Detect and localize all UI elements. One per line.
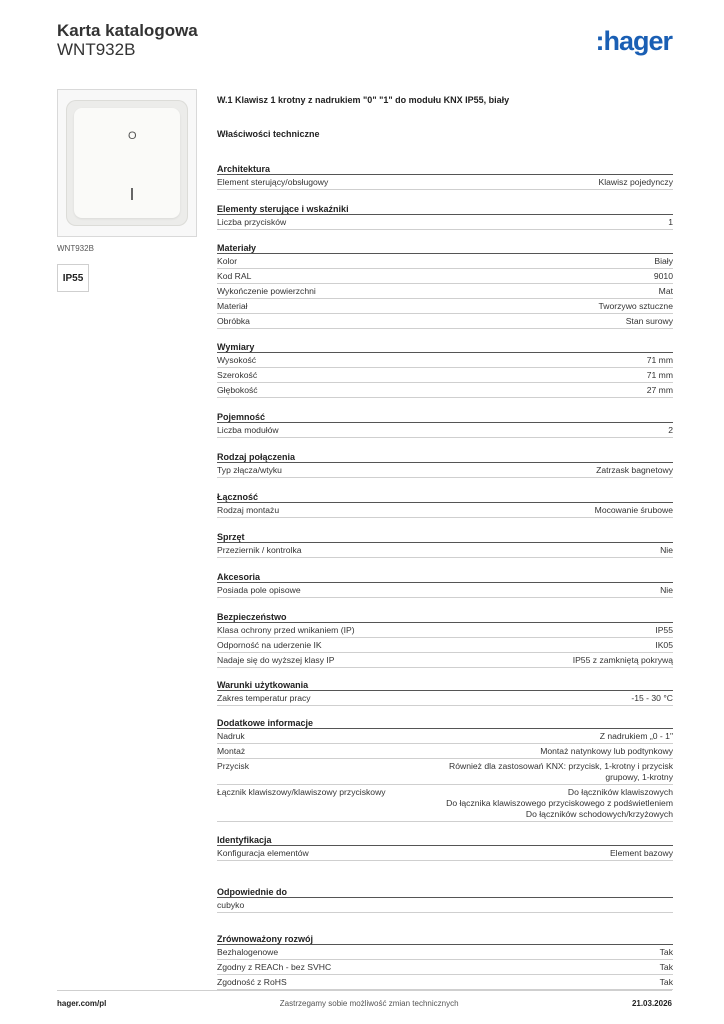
spec-row [217,463,673,478]
spec-row [217,975,673,990]
properties-heading: Właściwości techniczne [217,129,320,139]
spec-row [217,729,673,744]
spec-label: Zakres temperatur pracy [217,693,311,703]
spec-value: 2 [668,425,673,435]
spec-value: Również dla zastosowań KNX: przycisk, 1-krotny i przycisk grupowy, 1-krotny [449,761,673,782]
on-symbol-icon [131,188,133,200]
spec-value: Nie [660,545,673,555]
spec-label: Wysokość [217,355,257,365]
spec-label: Nadruk [217,731,245,741]
spec-row [217,623,673,638]
spec-value: Zatrzask bagnetowy [596,465,673,475]
product-image [57,89,197,237]
spec-row [217,898,673,913]
spec-label: Materiał [217,301,248,311]
footer-date: 21.03.2026 [631,999,672,1008]
spec-section [217,933,673,990]
spec-value: Tak [659,947,673,957]
spec-section [217,834,673,861]
spec-row [217,945,673,960]
spec-row [217,175,673,190]
spec-label: Rodzaj montażu [217,505,280,515]
spec-row [217,299,673,314]
spec-value: -15 - 30 °C [631,693,673,703]
spec-value: Biały [654,256,673,266]
spec-section [217,679,673,706]
page-footer [57,990,672,1008]
section-title: Zrównoważony rozwój [217,933,673,945]
spec-value: 27 mm [646,385,673,395]
spec-label: Przeziernik / kontrolka [217,545,302,555]
spec-row [217,846,673,861]
spec-section [217,531,673,558]
spec-label: Łącznik klawiszowy/klawiszowy przyciskowy [217,787,386,797]
spec-value: Montaż natynkowy lub podtynkowy [540,746,673,756]
spec-row [217,960,673,975]
spec-value: 1 [668,217,673,227]
section-title: Odpowiednie do [217,886,673,898]
spec-value: Z nadrukiem „0 - 1" [599,731,673,741]
spec-row [217,269,673,284]
spec-label: Nadaje się do wyższej klasy IP [217,655,335,665]
section-title: Pojemność [217,411,673,423]
spec-value: 71 mm [646,370,673,380]
spec-row [217,368,673,383]
spec-value: IK05 [655,640,673,650]
spec-value: IP55 z zamkniętą pokrywą [572,655,673,665]
spec-label: Element sterujący/obsługowy [217,177,329,187]
section-title: Identyfikacja [217,834,673,846]
spec-value: Tak [659,962,673,972]
spec-label: Zgodny z REACh - bez SVHC [217,962,332,972]
spec-row [217,383,673,398]
spec-row [217,353,673,368]
spec-section [217,611,673,668]
spec-section [217,491,673,518]
spec-label: Kolor [217,256,238,266]
spec-value: Element bazowy [609,848,673,858]
spec-value: IP55 [655,625,673,635]
off-symbol: O [128,130,137,142]
spec-label: Wykończenie powierzchni [217,286,316,296]
spec-label: Bezhalogenowe [217,947,279,957]
spec-value: Mocowanie śrubowe [594,505,673,515]
spec-label: Liczba modułów [217,425,279,435]
spec-row [217,691,673,706]
spec-row [217,314,673,329]
spec-label: Klasa ochrony przed wnikaniem (IP) [217,625,355,635]
spec-label: Montaż [217,746,246,756]
spec-section [217,451,673,478]
spec-value: 9010 [653,271,673,281]
ip-rating-badge: IP55 [57,264,89,292]
spec-value: Stan surowy [625,316,673,326]
spec-label: Zgodność z RoHS [217,977,287,987]
document-title: Karta katalogowa [57,21,198,40]
spec-section [217,203,673,230]
section-title: Wymiary [217,341,673,353]
spec-section [217,717,673,822]
spec-label: cubyko [217,900,245,910]
spec-row [217,759,673,785]
spec-label: Obróbka [217,316,250,326]
spec-label: Posiada pole opisowe [217,585,301,595]
spec-section [217,341,673,398]
section-title: Warunki użytkowania [217,679,673,691]
spec-label: Typ złącza/wtyku [217,465,282,475]
spec-label: Szerokość [217,370,258,380]
spec-row [217,215,673,230]
spec-row [217,583,673,598]
section-title: Architektura [217,163,673,175]
section-title: Łączność [217,491,673,503]
spec-row [217,744,673,759]
footer-website[interactable]: hager.com/pl [57,999,107,1008]
spec-section [217,571,673,598]
image-caption: WNT932B [57,244,94,253]
product-heading: W.1 Klawisz 1 krotny z nadrukiem "0" "1" do modułu KNX IP55, biały [217,95,510,105]
product-image-column [57,89,197,292]
spec-value: Tak [659,977,673,987]
spec-row [217,653,673,668]
section-title: Bezpieczeństwo [217,611,673,623]
spec-value: Tworzywo sztuczne [598,301,673,311]
product-code: WNT932B [57,40,136,59]
spec-value: Klawisz pojedynczy [598,177,673,187]
spec-label: Przycisk [217,761,249,771]
spec-row [217,543,673,558]
spec-row [217,254,673,269]
spec-label: Odporność na uderzenie IK [217,640,322,650]
section-title: Sprzęt [217,531,673,543]
section-title: Elementy sterujące i wskaźniki [217,203,673,215]
hager-logo: :hager [595,26,672,56]
spec-row [217,503,673,518]
section-title: Materiały [217,242,673,254]
footer-notice: Zastrzegamy sobie możliwość zmian technicznych [279,999,459,1008]
spec-section [217,242,673,329]
spec-row [217,423,673,438]
section-title: Akcesoria [217,571,673,583]
switch-rocker [74,108,180,218]
spec-label: Konfiguracja elementów [217,848,309,858]
spec-section [217,411,673,438]
spec-row [217,638,673,653]
spec-value: 71 mm [646,355,673,365]
spec-section [217,886,673,913]
spec-main [217,95,673,990]
spec-sections [217,163,673,990]
spec-value: Do łączników klawiszowych Do łącznika klawiszowego przyciskowego z podświetleniem Do łączników schodowych/krzyżowych [446,787,673,819]
spec-label: Liczba przycisków [217,217,287,227]
spec-label: Kod RAL [217,271,252,281]
spec-section [217,163,673,190]
spec-value: Mat [658,286,673,296]
spec-label: Głębokość [217,385,258,395]
spec-row [217,284,673,299]
section-title: Rodzaj połączenia [217,451,673,463]
spec-value: Nie [660,585,673,595]
spec-row [217,785,673,822]
section-title: Dodatkowe informacje [217,717,673,729]
